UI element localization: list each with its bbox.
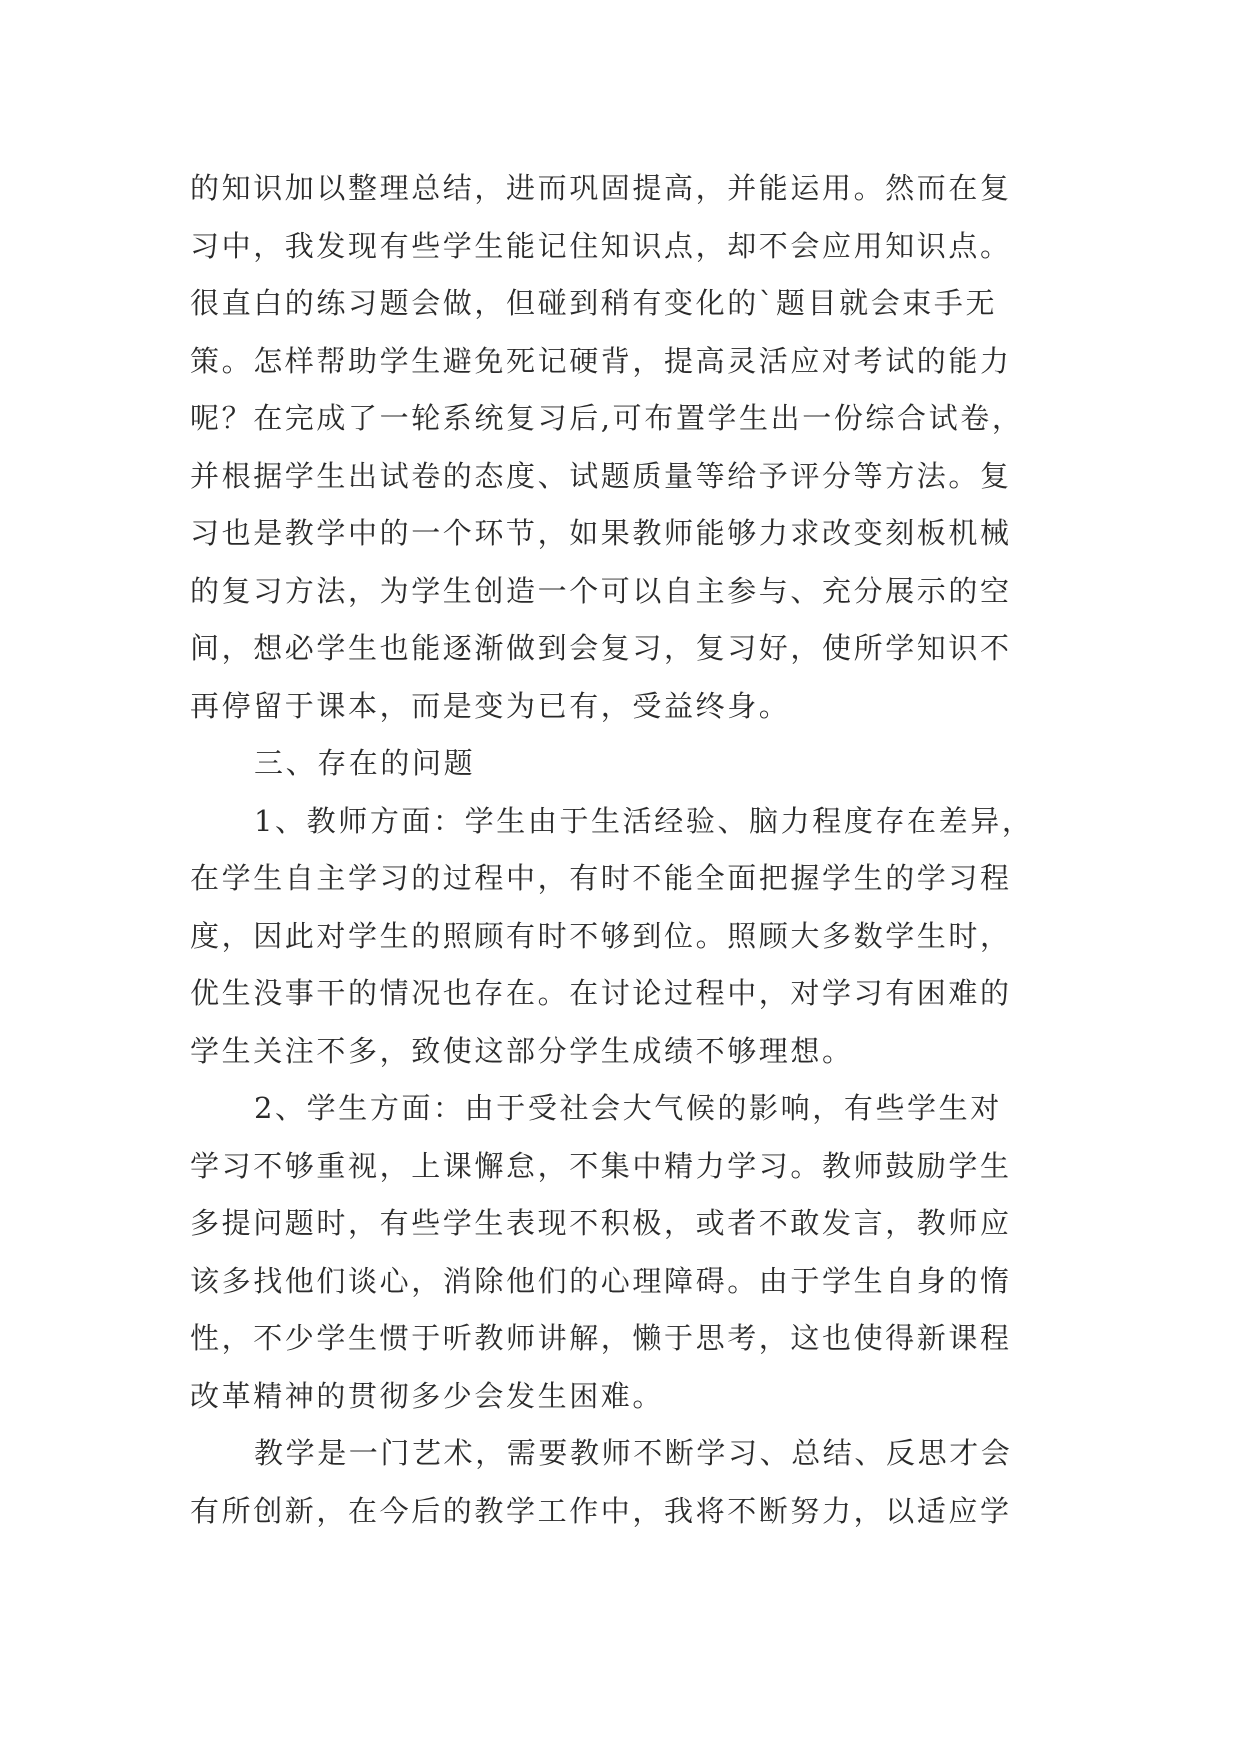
text-line: 在学生自主学习的过程中，有时不能全面把握学生的学习程 [190, 861, 1012, 895]
text-line: 呢？在完成了一轮系统复习后,可布置学生出一份综合试卷， [190, 401, 1024, 435]
text-line: 学生关注不多，致使这部分学生成绩不够理想。 [190, 1033, 854, 1068]
text-line: 并根据学生出试卷的态度、试题质量等给予评分等方法。复 [190, 458, 1012, 493]
text-line: 的复习方法，为学生创造一个可以自主参与、充分展示的空 [190, 573, 1012, 608]
text-line: 的知识加以整理总结，进而巩固提高，并能运用。然而在复 [190, 171, 1012, 205]
text-line: 习中，我发现有些学生能记住知识点，却不会应用知识点。 [190, 228, 1012, 263]
text-line: 有所创新，在今后的教学工作中，我将不断努力，以适应学 [190, 1493, 1012, 1528]
text-line: 间，想必学生也能逐渐做到会复习，复习好，使所学知识不 [190, 631, 1012, 665]
closing-paragraph [190, 1425, 1070, 1540]
text-line: 教学是一门艺术，需要教师不断学习、总结、反思才会 [254, 1436, 1013, 1470]
text-line: 很直白的练习题会做，但碰到稍有变化的`题目就会束手无 [190, 286, 998, 320]
student-issues-paragraph [190, 1080, 1070, 1425]
text-line: 度，因此对学生的照顾有时不够到位。照顾大多数学生时， [190, 918, 1012, 953]
text-line: 再停留于课本，而是变为已有，受益终身。 [190, 688, 791, 723]
text-line: 1、教师方面：学生由于生活经验、脑力程度存在差异， [254, 803, 1034, 838]
teacher-issues-paragraph [190, 793, 1070, 1081]
text-line: 多提问题时，有些学生表现不积极，或者不敢发言，教师应 [190, 1206, 1012, 1240]
text-line: 学习不够重视，上课懈怠，不集中精力学习。教师鼓励学生 [190, 1148, 1012, 1183]
intro-paragraph [190, 160, 1070, 735]
text-line: 改革精神的贯彻多少会发生困难。 [190, 1378, 665, 1413]
text-line: 2、学生方面：由于受社会大气候的影响，有些学生对 [254, 1091, 1002, 1125]
section-heading: 三、存在的问题 [254, 746, 476, 780]
text-line: 习也是教学中的一个环节，如果教师能够力求改变刻板机械 [190, 516, 1012, 550]
text-line: 优生没事干的情况也存在。在讨论过程中，对学习有困难的 [190, 976, 1012, 1010]
text-line: 该多找他们谈心，消除他们的心理障碍。由于学生自身的惰 [190, 1263, 1012, 1298]
text-line: 性，不少学生惯于听教师讲解，懒于思考，这也使得新课程 [190, 1321, 1012, 1355]
body-text [190, 160, 1070, 1540]
text-line: 策。怎样帮助学生避免死记硬背，提高灵活应对考试的能力 [190, 343, 1012, 378]
